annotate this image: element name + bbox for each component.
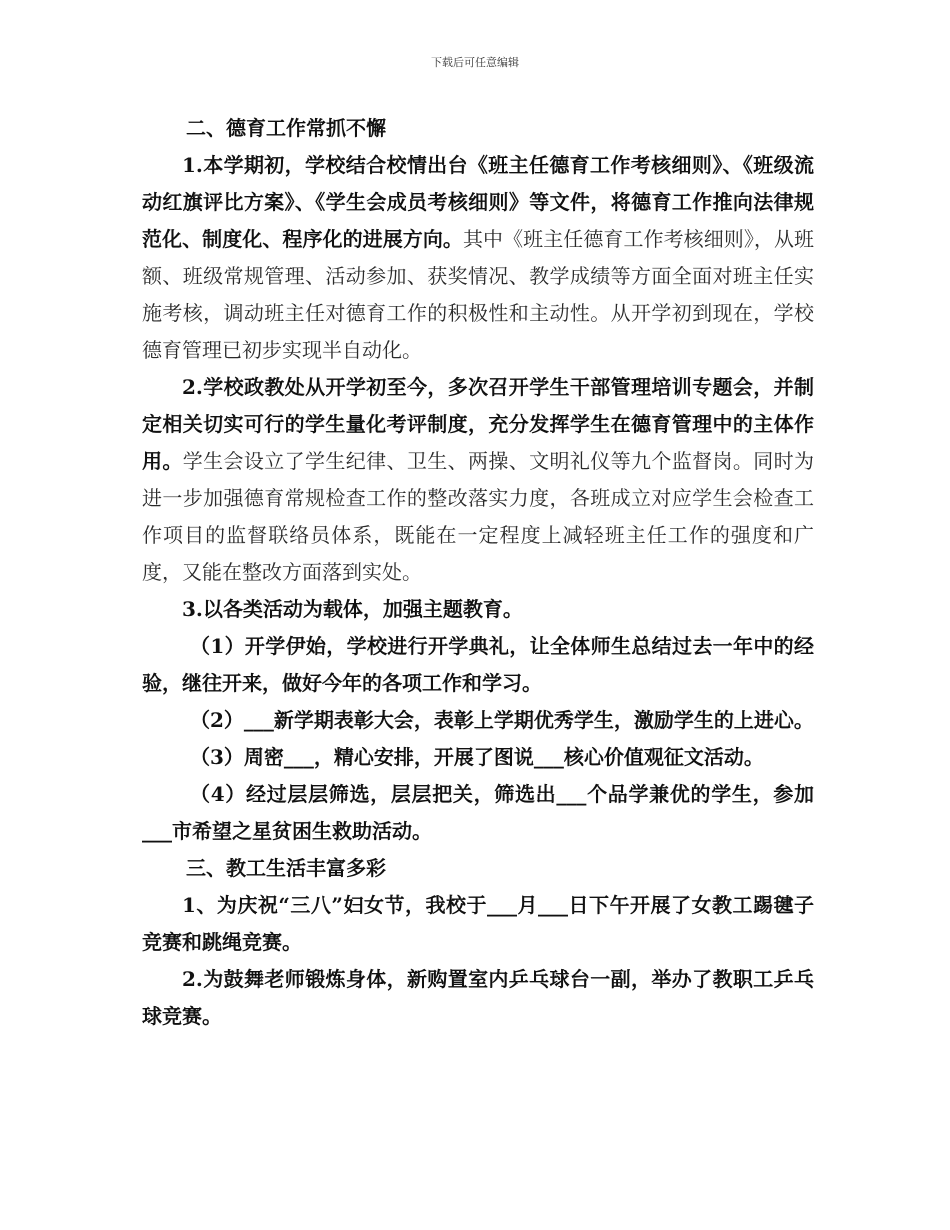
paragraph-3-item-2: （2）___新学期表彰大会，表彰上学期优秀学生，激励学生的上进心。 xyxy=(190,708,814,732)
paragraph-2-bold: 2.学校政教处从开学初至今，多次召开学生干部管理培训专题会，并制定相关切实可行的学生量化考评制度，充分发挥学生在德育管理中的主体作用。 xyxy=(142,375,814,473)
paragraph-3-item-1: （1）开学伊始，学校进行开学典礼，让全体师生总结过去一年中的经验，继往开来，做好今年的各项工作和学习。 xyxy=(142,634,814,695)
paragraph-2 xyxy=(142,369,814,591)
paragraph-1-plain: 其中《班主任德育工作考核细则》，从班额、班级常规管理、活动参加、获奖情况、教学成绩等方面全面对班主任实施考核，调动班主任对德育工作的积极性和主动性。从开学初到现在，学校德育管理已初步实现半自动化。 xyxy=(142,227,815,362)
staff-paragraph-1: 1、为庆祝“三八”妇女节，我校于___月___日下午开展了女教工踢毽子竞赛和跳绳竞赛。 xyxy=(142,893,814,954)
section-title-moral-education: 二、德育工作常抓不懈 xyxy=(186,116,386,140)
paragraph-1-bold: 1.本学期初，学校结合校情出台《班主任德育工作考核细则》、《班级流动红旗评比方案》、《学生会成员考核细则》等文件，将德育工作推向法律规范化、制度化、程序化的进展方向。 xyxy=(142,153,814,251)
document-body xyxy=(142,110,814,1035)
paragraph-3-item-4: （4）经过层层筛选，层层把关，筛选出___个品学兼优的学生，参加___市希望之星贫困生救助活动。 xyxy=(142,782,814,843)
paragraph-3: 3.以各类活动为载体，加强主题教育。 xyxy=(182,597,523,621)
section-title-staff-life: 三、教工生活丰富多彩 xyxy=(186,856,386,880)
paragraph-1 xyxy=(142,147,814,369)
paragraph-2-plain: 学生会设立了学生纪律、卫生、两操、文明礼仪等九个监督岗。同时为进一步加强德育常规检查工作的整改落实力度，各班成立对应学生会检查工作项目的监督联络员体系，既能在一定程度上减轻班主任工作的强度和广度，又能在整改方面落到实处。 xyxy=(142,449,814,584)
paragraph-3-item-3: （3）周密___，精心安排，开展了图说___核心价值观征文活动。 xyxy=(190,745,764,769)
page-watermark: 下载后可任意编辑 xyxy=(431,56,519,69)
staff-paragraph-2: 2.为鼓舞老师锻炼身体，新购置室内乒乓球台一副，举办了教职工乒乓球竞赛。 xyxy=(142,967,814,1028)
